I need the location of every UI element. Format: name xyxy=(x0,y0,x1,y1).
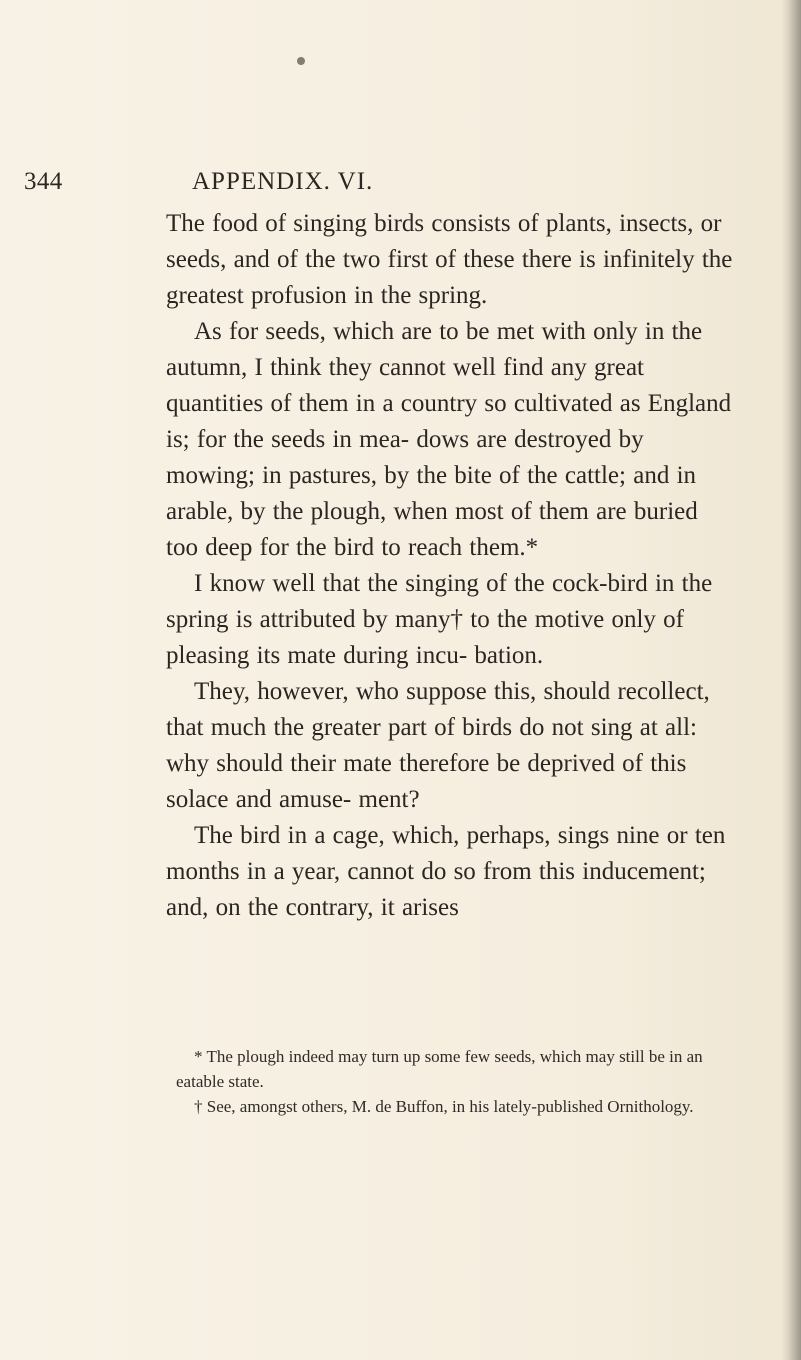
page-header xyxy=(24,168,724,204)
page-edge-shadow xyxy=(781,0,801,1360)
footnotes xyxy=(176,1044,736,1119)
page-speck xyxy=(297,57,305,65)
paragraph-4: They, however, who suppose this, should recollect, that much the greater part of birds do not sing at all: why should their mate therefore be deprived of this solace and amuse- ment? xyxy=(166,678,710,813)
paragraph-5: The bird in a cage, which, perhaps, sings nine or ten months in a year, cannot do so from this inducement; and, on the contrary, it arises xyxy=(166,822,726,921)
paragraph-1: The food of singing birds consists of plants, insects, or seeds, and of the two first of these there is infinitely the greatest profusion in the spring. xyxy=(166,210,733,309)
footnote-1: * The plough indeed may turn up some few seeds, which may still be in an eatable state. xyxy=(176,1047,703,1091)
footnote-2: † See, amongst others, M. de Buffon, in his lately-published Ornithology. xyxy=(194,1097,694,1116)
paragraph-3: I know well that the singing of the cock-bird in the spring is attributed by many† to the motive only of pleasing its mate during incu- bation. xyxy=(166,570,713,669)
body-text xyxy=(166,206,736,926)
page-number: 344 xyxy=(24,168,63,195)
running-head: APPENDIX. VI. xyxy=(192,168,374,195)
paragraph-2: As for seeds, which are to be met with only in the autumn, I think they cannot well find any great quantities of them in a country so cultivated as England is; for the seeds in mea- dows are destroyed by mowing; in pastures, by the bite of the cattle; and in arable, by the plough, when most of them are buried too deep for the bird to reach them.* xyxy=(166,318,732,561)
